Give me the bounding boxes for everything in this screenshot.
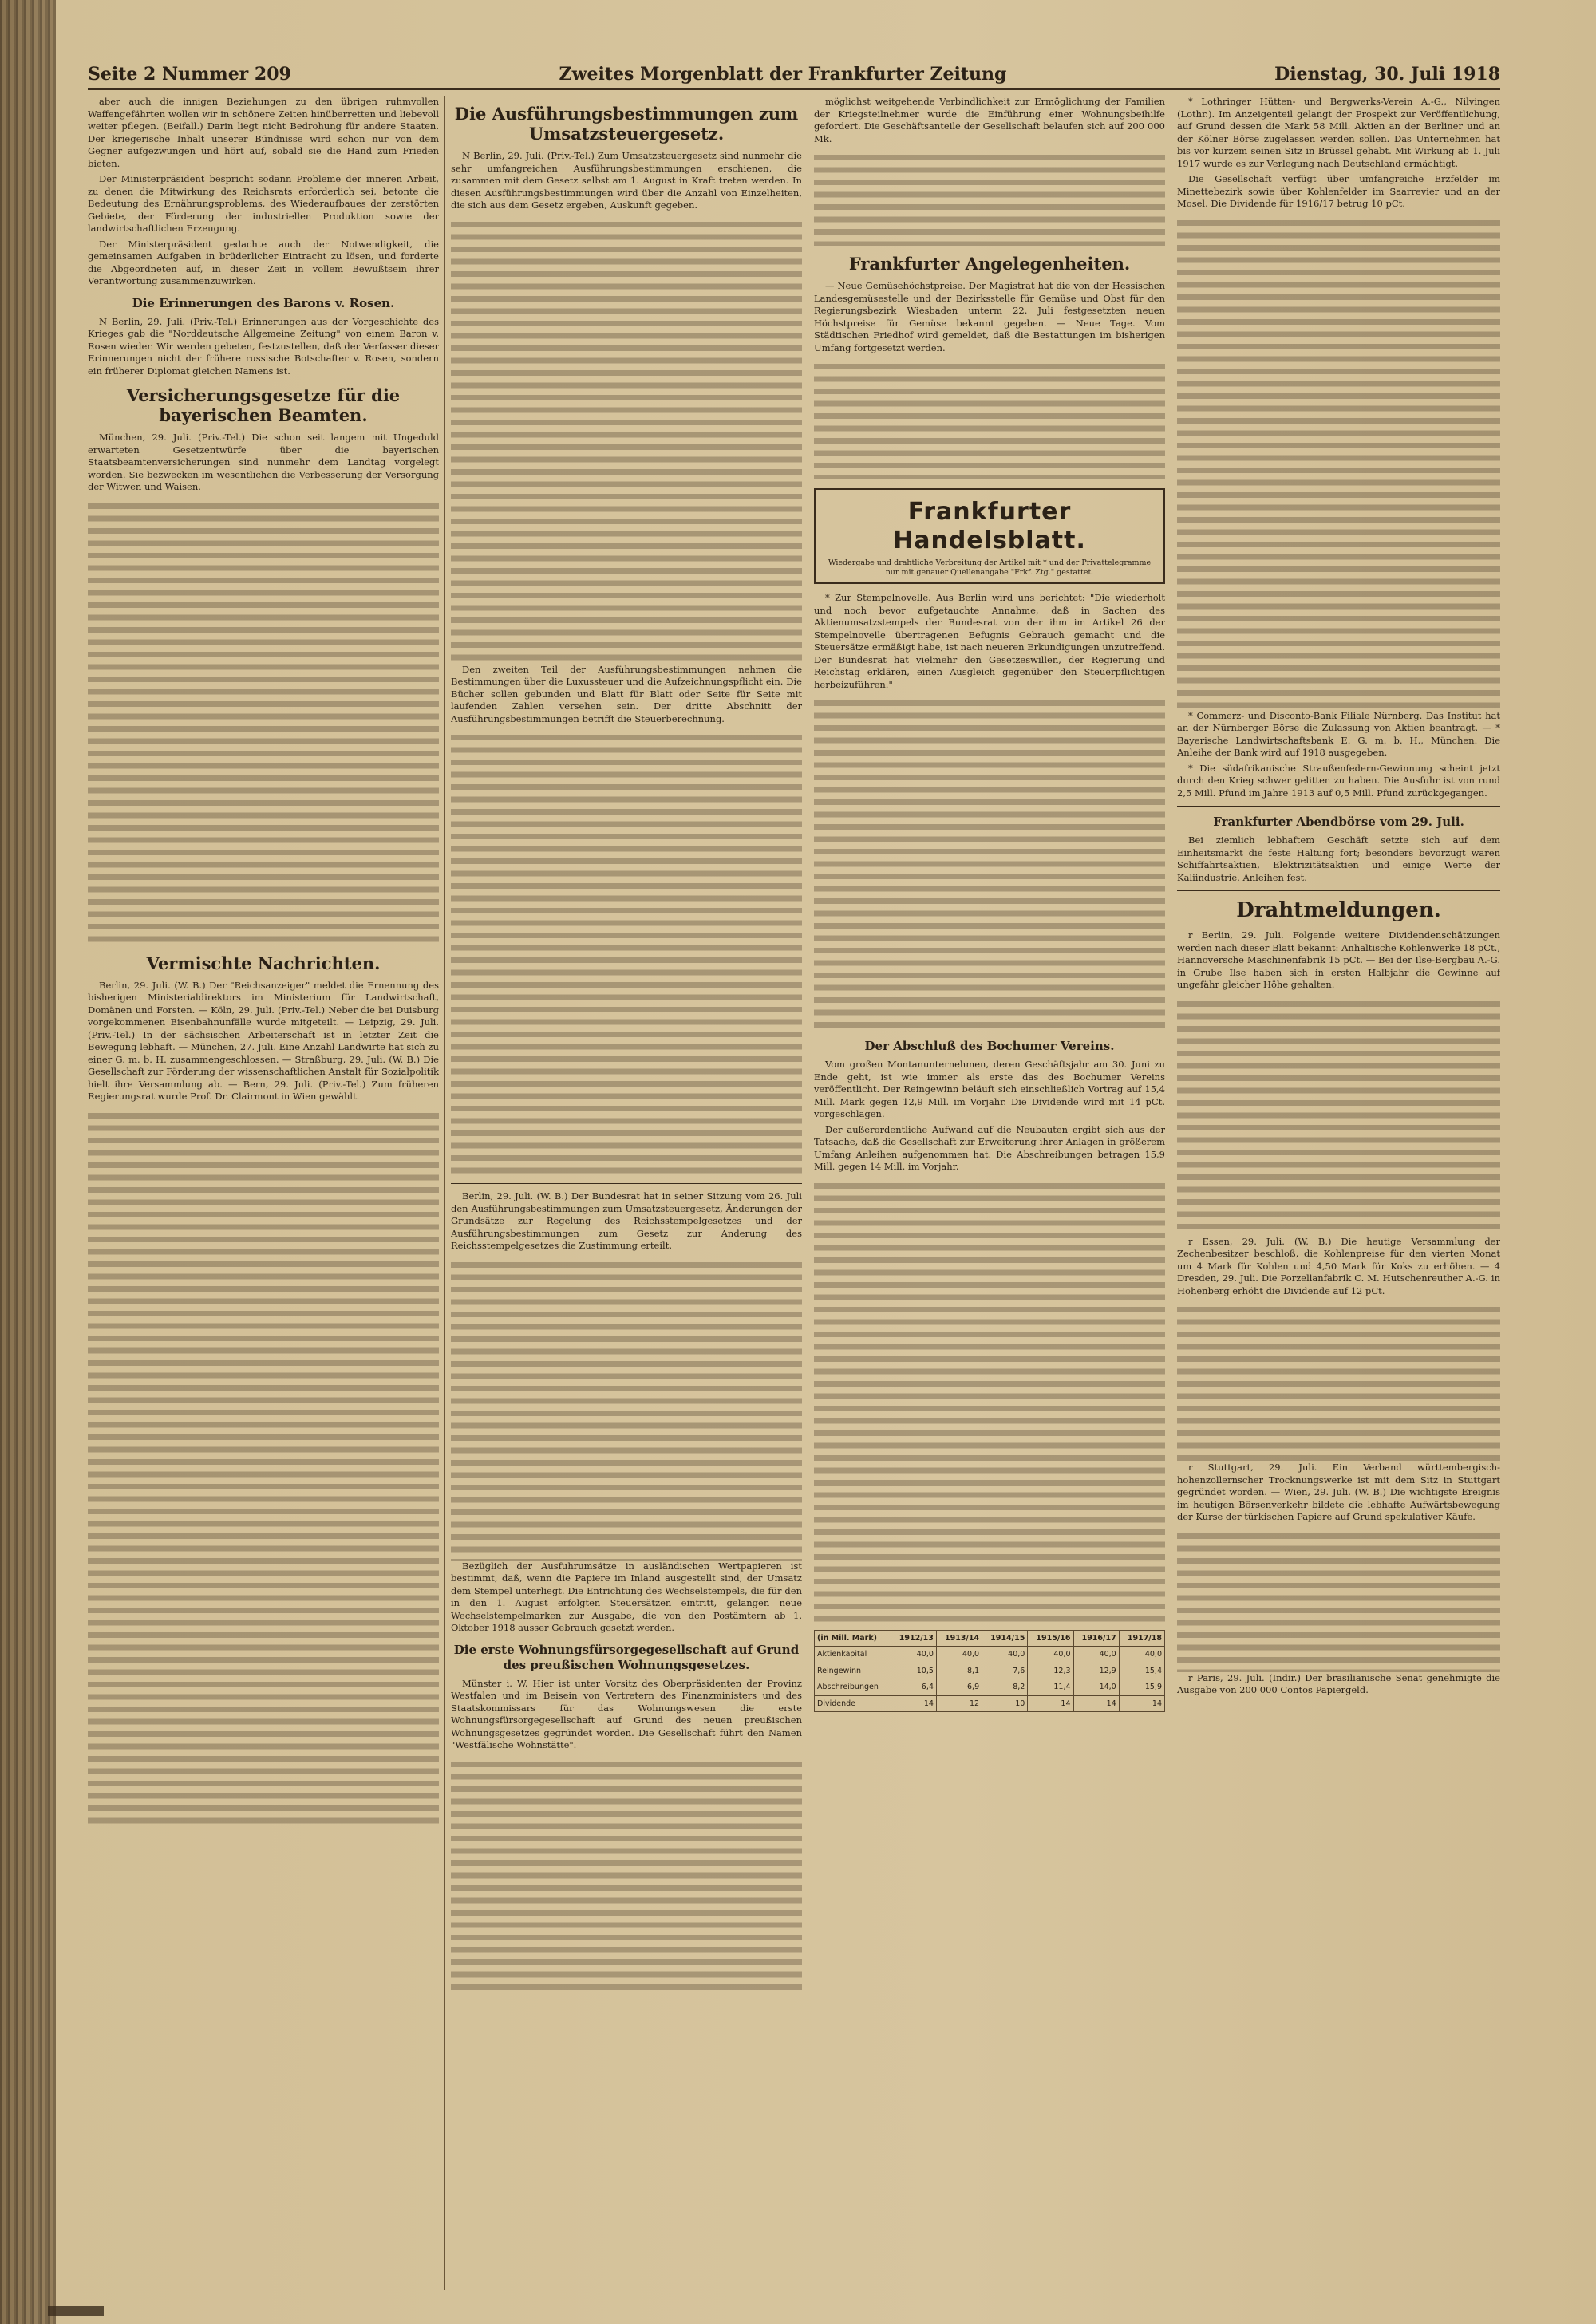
drahtmeldungen-heading: Drahtmeldungen. (1236, 898, 1441, 922)
article-paragraph: * Zur Stempelnovelle. Aus Berlin wird uns berichtet: "Die wiederholt und noch bevor aufgetauchte Annahme, daß in Sachen des Aktienumsatzstempels der Bundesrat von der ihm im Artikel 26 der Stempelnovelle übertragenen Befugnis Gebrauch gemacht und die Steuersätze ermäßigt habe, ist nach neueren Erkundigungen unzutreffend. Der Bundesrat hat vielmehr den Gesetzeswillen, der Regierung und Reichstag erklären, einen Ausgleich gegenüber den Steuerpflichtigen herbeizuführen." (814, 592, 1165, 690)
article-paragraph: Bei ziemlich lebhaftem Geschäft setzte sich auf dem Einheitsmarkt die feste Haltung fort; besonders bevorzugt waren Schiffahrtsaktien, Elektrizitätsaktien und einige Werte der Kaliindustrie. Anleihen fest. (1177, 835, 1500, 883)
table-cell: 15,9 (1119, 1679, 1164, 1696)
article-heading: Frankfurter Angelegenheiten. (848, 254, 1131, 274)
article-paragraph: r Essen, 29. Juli. (W. B.) Die heutige Versammlung der Zechenbesitzer beschloß, die Kohlenpreise für den vierten Monat um 4 Mark für Kohlen und 4,50 Mark für Koks zu erhöhen. — 4 Dresden, 29. Juli. Die Porzellanfabrik C. M. Hutschenreuther A.-G. in Hohenberg erhöht die Dividende auf 12 pCt. (1177, 1235, 1500, 1296)
handelsblatt-title: Frankfurter Handelsblatt. (893, 498, 1086, 554)
table-cell: 10 (982, 1695, 1028, 1712)
masthead-date: Dienstag, 30. Juli 1918 (1274, 64, 1500, 85)
table-row (815, 1679, 1165, 1696)
table-header-cell: 1912/13 (891, 1630, 936, 1647)
article-heading: Die Ausführungsbestimmungen zum Umsatzsteuergesetz. (454, 104, 799, 144)
column-2 (451, 96, 802, 2290)
table-cell: 40,0 (1073, 1647, 1119, 1663)
table-cell: 14 (1119, 1695, 1164, 1712)
table-header-cell: 1916/17 (1073, 1630, 1119, 1647)
article-paragraph: Der außerordentliche Aufwand auf die Neubauten ergibt sich aus der Tatsache, daß die Gesellschaft zur Erweiterung ihrer Anlagen in größerem Umfang Anleihen aufgenommen hat. Die Abschreibungen betragen 15,9 Mill. gegen 14 Mill. im Vorjahr. (814, 1123, 1165, 1172)
table-row (815, 1647, 1165, 1663)
divider (1177, 890, 1500, 891)
article-paragraph: r Berlin, 29. Juli. Folgende weitere Dividendenschätzungen werden nach dieser Blatt bekannt: Anhaltische Kohlenwerke 18 pCt., Hannoversche Maschinenfabrik 15 pCt. — Bei der Ilse-Bergbau A.-G. in Grube Ilse haben sich in ersten Halbjahr die Gewinne auf ungefähr gleicher Höhe gehalten. (1177, 929, 1500, 990)
text-block (814, 1178, 1165, 1625)
text-block (451, 730, 802, 1177)
table-cell: Dividende (815, 1695, 891, 1712)
table-cell: 10,5 (891, 1663, 936, 1679)
table-cell: Aktienkapital (815, 1647, 891, 1663)
article-paragraph: Berlin, 29. Juli. (W. B.) Der "Reichsanzeiger" meldet die Ernennung des bisherigen Ministerialdirektors im Ministerium für Landwirtschaft, Domänen und Forsten. — Köln, 29. Juli. (Priv.-Tel.) Neber die bei Duisburg vorgekommenen Eisenbahnunfälle wurde mitgeteilt. — Leipzig, 29. Juli. (Priv.-Tel.) In der sächsischen Arbeiterschaft ist in letzter Zeit die Bewegung lebhaft. — München, 27. Juli. Eine Anzahl Landwirte hat sich zu einer G. m. b. H. zusammengeschlossen. — Straßburg, 29. Juli. (W. B.) Die Gesellschaft zur Förderung der wissenschaftlichen Anstalt für Sozialpolitik hielt ihre Versammlung ab. — Bern, 29. Juli. (Priv.-Tel.) Zum früheren Regierungsrat wurde Prof. Dr. Clairmont in Wien gewählt. (88, 979, 439, 1102)
bochum-financial-table (814, 1630, 1165, 1713)
text-block (88, 1108, 439, 1826)
library-stamp (48, 2306, 104, 2316)
table-header-cell: 1917/18 (1119, 1630, 1164, 1647)
table-row (815, 1695, 1165, 1712)
article-paragraph: Bezüglich der Ausfuhrumsätze in ausländischen Wertpapieren ist bestimmt, daß, wenn die Papiere im Inland ausgestellt sind, der Umsatz dem Stempel unterliegt. Die Entrichtung des Wechselstempels, die für den in den 1. August erfolgten Steuersätzen eintritt, gelangen neue Wechselstempelmarken zur Ausgabe, die von den Postämtern ab 1. Oktober 1918 ausser Gebrauch gesetzt werden. (451, 1560, 802, 1633)
article-paragraph: * Lothringer Hütten- und Bergwerks-Verein A.-G., Nilvingen (Lothr.). Im Anzeigenteil gelangt der Prospekt zur Veröffentlichung, auf Grund dessen die Mark 58 Mill. Aktien an der Berliner und an der Kölner Börse zugelassen werden sollen. Das Unternehmen hat bis vor kurzem seinen Sitz in Brüssel gehabt. Mit Wirkung ab 1. Juli 1917 wurde es zur Verlegung nach Deutschland ermächtigt. (1177, 96, 1500, 169)
article-paragraph: N Berlin, 29. Juli. (Priv.-Tel.) Zum Umsatzsteuergesetz sind nunmehr die sehr umfangreichen Ausführungsbestimmungen erschienen, die zusammen mit dem Gesetz selbst am 1. August in Kraft treten werden. In diesen Ausführungsbestimmungen wird über die Anzahl von Einzelheiten, die sich aus dem Gesetz ergeben, Auskunft gegeben. (451, 150, 802, 211)
article-paragraph: Den zweiten Teil der Ausführungsbestimmungen nehmen die Bestimmungen über die Luxussteuer und die Aufzeichnungspflicht ein. Die Bücher sollen gebunden und Blatt für Blatt oder Seite für Seite mit laufenden Zahlen versehen sein. Der dritte Abschnitt der Ausführungsbestimmungen betrifft die Steuerberechnung. (451, 663, 802, 724)
text-block (814, 359, 1165, 479)
table-cell: 40,0 (936, 1647, 982, 1663)
text-block (814, 150, 1165, 246)
text-block (451, 1257, 802, 1561)
article-heading: Der Abschluß des Bochumer Vereins. (864, 1039, 1115, 1053)
binding-spine (0, 0, 56, 2324)
table-cell: 6,9 (936, 1679, 982, 1696)
table-cell: 8,1 (936, 1663, 982, 1679)
table-header-row (815, 1630, 1165, 1647)
table-cell: 14 (1073, 1695, 1119, 1712)
table-cell: 40,0 (982, 1647, 1028, 1663)
text-block (1177, 215, 1500, 710)
table-cell: 12,3 (1028, 1663, 1073, 1679)
table-body (815, 1647, 1165, 1712)
article-paragraph: r Paris, 29. Juli. (Indir.) Der brasilianische Senat genehmigte die Ausgabe von 200 000 Contos Papiergeld. (1177, 1671, 1500, 1695)
text-block (451, 1757, 802, 1996)
handelsblatt-banner (814, 488, 1165, 584)
text-block (814, 696, 1165, 1031)
page-content (88, 56, 1500, 2290)
article-paragraph: Berlin, 29. Juli. (W. B.) Der Bundesrat hat in seiner Sitzung vom 26. Juli den Ausführungsbestimmungen zum Umsatzsteuergesetz, Änderungen der Grundsätze zur Regelung des Reichsstempelgesetzes und der Ausführungsbestimmungen zum Gesetz zur Änderung des Reichsstempelgesetzes die Zustimmung erteilt. (451, 1190, 802, 1251)
article-paragraph: aber auch die innigen Beziehungen zu den übrigen ruhmvollen Waffengefährten wollen wir in schönere Zeiten hinüberretten und liebevoll weiter pflegen. (Beifall.) Darin liegt nicht Bedrohung für andere Staaten. Der kriegerische Inhalt unserer Bündnisse wird schon nur von dem Gegner aufgezwungen und hört auf, sobald sie die Hand zum Frieden bieten. (88, 96, 439, 169)
table-cell: 40,0 (891, 1647, 936, 1663)
article-paragraph: * Die südafrikanische Straußenfedern-Gewinnung scheint jetzt durch den Krieg schwer gelitten zu haben. Die Ausfuhr ist von rund 2,5 Mill. Pfund im Jahre 1913 auf 0,5 Mill. Pfund zurückgegangen. (1177, 762, 1500, 799)
article-paragraph: r Stuttgart, 29. Juli. Ein Verband württembergisch-hohenzollernscher Trocknungswerke ist mit dem Sitz in Stuttgart gegründet worden. — Wien, 29. Juli. (W. B.) Die wichtigste Ereignis im heutigen Börsenverkehr bildete die lebhafte Aufwärtsbewegung der Kurse der türkischen Papiere auf Grund spekulativer Käufe. (1177, 1462, 1500, 1522)
article-paragraph: * Commerz- und Disconto-Bank Filiale Nürnberg. Das Institut hat an der Nürnberger Börse die Zulassung von Aktien beantragt. — * Bayerische Landwirtschaftsbank E. G. m. b. H., München. Die Anleihe der Bank wird auf 1918 ausgegeben. (1177, 709, 1500, 758)
article-heading: Die erste Wohnungsfürsorgegesellschaft auf Grund des preußischen Wohnungsgesetzes. (453, 1642, 800, 1672)
table-cell: 11,4 (1028, 1679, 1073, 1696)
article-heading: Vermischte Nachrichten. (146, 953, 381, 973)
article-paragraph: München, 29. Juli. (Priv.-Tel.) Die schon seit langem mit Ungeduld erwarteten Gesetzentwürfe über die bayerischen Staatsbeamtenversicherungen sind nunmehr dem Landtag vorgelegt worden. Sie bezwecken im wesentlichen die Verbesserung der Versorgung der Witwen und Waisen. (88, 432, 439, 492)
text-block (1177, 1529, 1500, 1672)
table-cell: 40,0 (1119, 1647, 1164, 1663)
article-heading: Die Erinnerungen des Barons v. Rosen. (132, 295, 395, 310)
article-paragraph: Der Ministerpräsident bespricht sodann Probleme der inneren Arbeit, zu denen die Mitwirkung des Reichsrats erforderlich sei, betonte die Bedeutung des Ernährungsproblems, des Wiederaufbaues der zerstörten Gebiete, der Förderung der industriellen Produktion sowie der landwirtschaftlichen Erzeugung. (88, 173, 439, 234)
table-cell: Abschreibungen (815, 1679, 891, 1696)
table-cell: Reingewinn (815, 1663, 891, 1679)
article-paragraph: Die Gesellschaft verfügt über umfangreiche Erzfelder im Minettebezirk sowie über Kohlenfelder im Saarrevier und an der Mosel. Die Dividende für 1916/17 betrug 10 pCt. (1177, 173, 1500, 209)
table-cell: 6,4 (891, 1679, 936, 1696)
masthead-page-number: Seite 2 Nummer 209 (88, 64, 291, 85)
divider (451, 1183, 802, 1184)
table-cell: 12 (936, 1695, 982, 1712)
table-header-cell: (in Mill. Mark) (815, 1630, 891, 1647)
text-block (1177, 1302, 1500, 1462)
article-paragraph: — Neue Gemüsehöchstpreise. Der Magistrat hat die von der Hessischen Landesgemüsestelle und der Bezirksstelle für Gemüse und Obst für den Regierungsbezirk Wiesbaden unterm 22. Juli festgesetzten neuen Höchstpreise für Gemüse bekannt gegeben. — Neue Tage. Vom Städtischen Friedhof wird gemeldet, daß die Bestattungen im bisherigen Umfang fortgesetzt werden. (814, 280, 1165, 353)
table-cell: 7,6 (982, 1663, 1028, 1679)
masthead (88, 56, 1500, 90)
article-paragraph: Der Ministerpräsident gedachte auch der Notwendigkeit, die gemeinsamen Aufgaben in brüderlicher Eintracht zu lösen, und forderte die Abgeordneten auf, in dieser Zeit in vollem Bewußtsein ihrer Verantwortung zusammenzuwirken. (88, 238, 439, 286)
table-header-cell: 1915/16 (1028, 1630, 1073, 1647)
column-1 (88, 96, 439, 2290)
text-block (451, 217, 802, 664)
masthead-title: Zweites Morgenblatt der Frankfurter Zeitung (559, 64, 1007, 85)
text-block (88, 499, 439, 945)
table-cell: 15,4 (1119, 1663, 1164, 1679)
article-paragraph: möglichst weitgehende Verbindlichkeit zur Ermöglichung der Familien der Kriegsteilnehmer wurde die Einführung einer Wohnungsbeihilfe gefordert. Die Geschäftsanteile der Gesellschaft belaufen sich auf 200 000 Mk. (814, 96, 1165, 144)
column-rule (444, 96, 445, 2290)
table-cell: 14 (1028, 1695, 1073, 1712)
text-block (1177, 996, 1500, 1236)
article-heading: Frankfurter Abendbörse vom 29. Juli. (1213, 815, 1464, 829)
table-cell: 14 (891, 1695, 936, 1712)
table-header-cell: 1914/15 (982, 1630, 1028, 1647)
article-paragraph: N Berlin, 29. Juli. (Priv.-Tel.) Erinnerungen aus der Vorgeschichte des Krieges gab die "Norddeutsche Allgemeine Zeitung" von einem Baron v. Rosen wieder. Wir werden gebeten, festzustellen, daß der Verfasser dieser Erinnerungen nicht der frühere russische Botschafter v. Rosen, sondern ein früherer Diplomat gleichen Namens ist. (88, 315, 439, 377)
table-cell: 40,0 (1028, 1647, 1073, 1663)
article-paragraph: Vom großen Montanunternehmen, deren Geschäftsjahr am 30. Juni zu Ende geht, ist wie immer als erste das des Bochumer Vereins veröffentlicht. Der Reingewinn beläuft sich einschließlich Vortrag auf 15,4 Mill. Mark gegen 12,9 Mill. im Vorjahr. Die Dividende wird mit 14 pCt. vorgeschlagen. (814, 1059, 1165, 1119)
divider (1177, 806, 1500, 807)
table-cell: 8,2 (982, 1679, 1028, 1696)
handelsblatt-subtitle: Wiedergabe und drahtliche Verbreitung der Artikel mit * und der Privattelegramme nur mit genauer Quellenangabe "Frkf. Ztg." gestattet. (828, 558, 1152, 577)
article-heading: Versicherungsgesetze für die bayerischen Beamten. (126, 385, 401, 425)
table-header-cell: 1913/14 (936, 1630, 982, 1647)
column-3 (814, 96, 1165, 2290)
table-row (815, 1663, 1165, 1679)
table-cell: 12,9 (1073, 1663, 1119, 1679)
column-4 (1177, 96, 1500, 2290)
article-paragraph: Münster i. W. Hier ist unter Vorsitz des Oberpräsidenten der Provinz Westfalen und im Beisein von Vertretern des Finanzministers und des Staatskommissars für das Wohnungswesen die erste Wohnungsfürsorgegesellschaft auf Grund des neuen preußischen Wohnungsgesetzes gegründet worden. Die Gesellschaft führt den Namen "Westfälische Wohnstätte". (451, 1677, 802, 1750)
table-cell: 14,0 (1073, 1679, 1119, 1696)
